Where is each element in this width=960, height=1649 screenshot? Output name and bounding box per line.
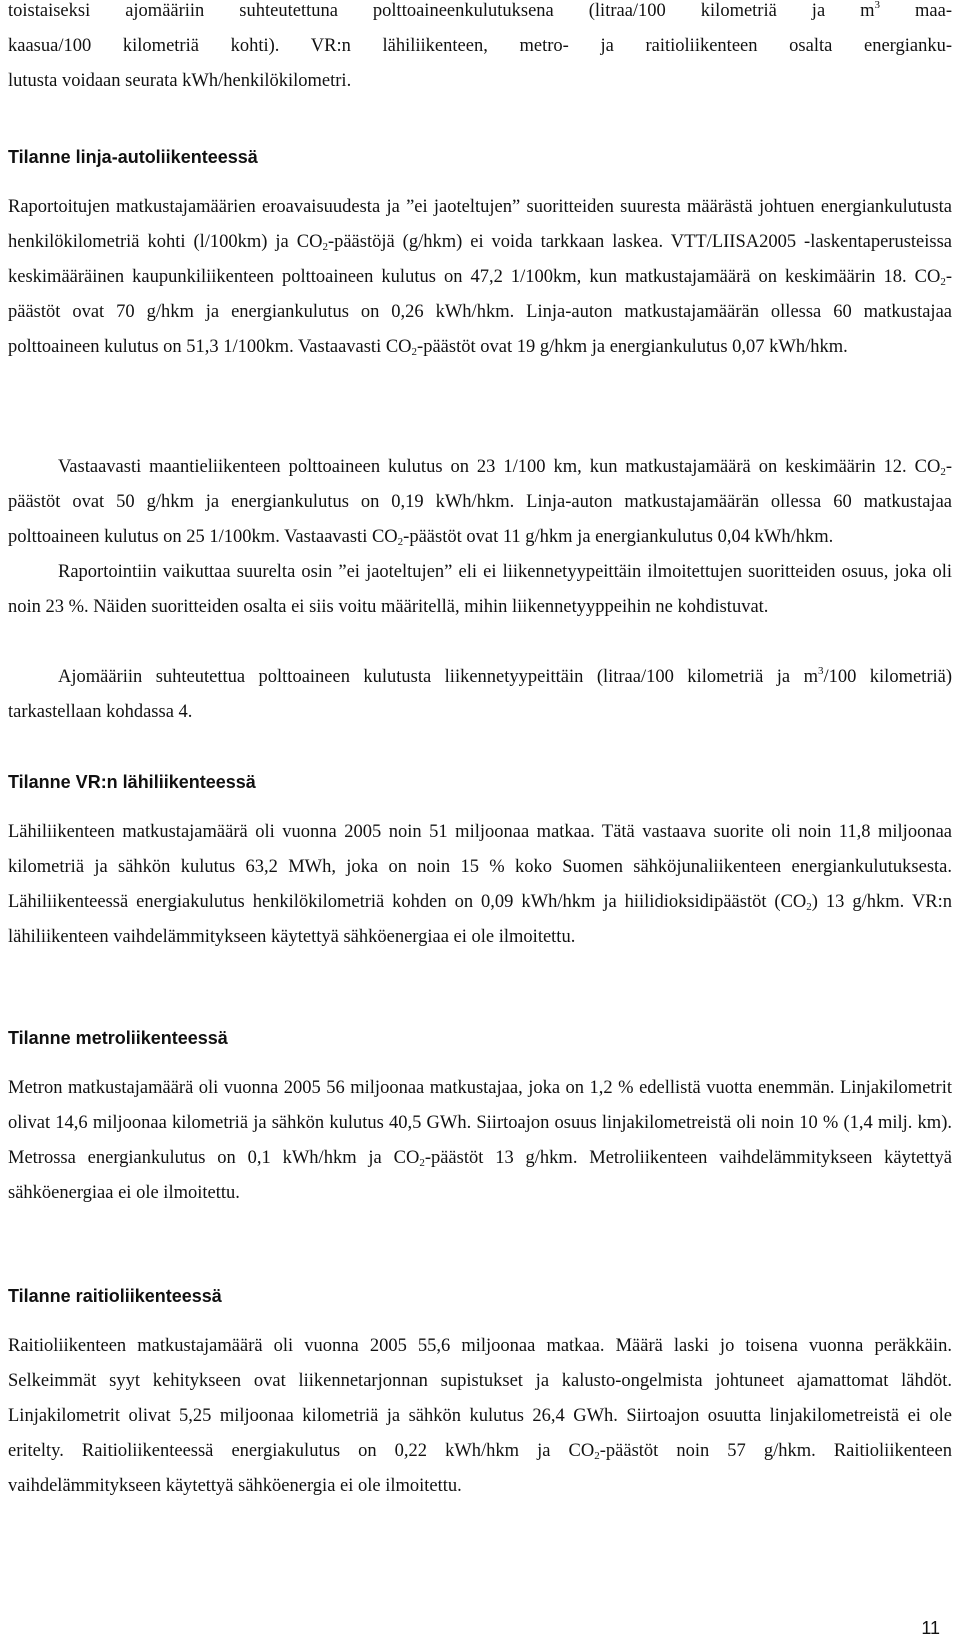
intro-line-1: toistaiseksi ajomääriin suhteutettuna polttoaineenkulutuksena (litraa/100 kilometriä ja $m^3$ maa- [8, 0, 952, 21]
page-number: 11 [921, 1618, 940, 1638]
metro-paragraph: Metron matkustajamäärä oli vuonna 2005 56 miljoonaa matkustajaa, joka on 1,2 % edellistä vuotta enemmän. Linjakilometrit olivat 14,6 miljoonaa kilometriä ja sähkön kulutus 40,5 GWh. Siirtoajon osuus linjakilometreistä oli noin 10 % (1,4 milj. km). Metrossa energiankulutus on 0,1 kWh/hkm ja $CO_2$-päästöt 13 g/hkm. Metroliikenteen vaihdelämmitykseen käytettyä sähköenergiaa ei ole ilmoitettu. [8, 1078, 952, 1203]
intro-line-3: lutusta voidaan seurata kWh/henkilökilometri. [8, 71, 352, 91]
bus-paragraph-3: Raportointiin vaikuttaa suurelta osin ”ei jaoteltujen” eli ei liikennetyypeittäin ilmoitettujen suoritteiden osuus, joka oli noin 23 %. Näiden suoritteiden osalta ei siis voitu määritellä, mihin liikennetyyppeihin ne kohdistuvat. [8, 562, 952, 617]
tram-paragraph: Raitioliikenteen matkustajamäärä oli vuonna 2005 55,6 miljoonaa matkaa. Määrä laski jo toisena vuonna peräkkäin. Selkeimmät syyt kehitykseen ovat liikennetarjonnan supistukset ja kalusto-ongelmista johtuneet ajamattomat lähdöt. Linjakilometrit olivat 5,25 miljoonaa kilometriä ja sähkön kulutus 26,4 GWh. Siirtoajon osuutta linjakilometreistä ei ole eritelty. Raitioliikenteessä energiakulutus on 0,22 kWh/hkm ja $CO_2$-päästöt noin 57 g/hkm. Raitioliikenteen vaihdelämmitykseen käytettyä sähköenergia ei ole ilmoitettu. [8, 1336, 952, 1496]
intro-line-2: kaasua/100 kilometriä kohti). VR:n lähiliikenteen, metro- ja raitioliikenteen osalta energianku- [8, 36, 952, 56]
bus-paragraph-2: Vastaavasti maantieliikenteen polttoaineen kulutus on 23 1/100 km, kun matkustajamäärä on keskimäärin 12. $CO_2$-päästöt ovat 50 g/hkm ja energiankulutus on 0,19 kWh/hkm. Linja-auton matkustajamäärän ollessa 60 matkustajaa polttoaineen kulutus on 25 1/100km. Vastaavasti $CO_2$-päästöt ovat 11 g/hkm ja energiankulutus 0,04 kWh/hkm. [8, 457, 952, 548]
section-heading-bus: Tilanne linja-autoliikenteessä [8, 147, 258, 167]
section-heading-vr: Tilanne VR:n lähiliikenteessä [8, 772, 256, 792]
section-heading-metro: Tilanne metroliikenteessä [8, 1028, 228, 1048]
bus-paragraph-4: Ajomääriin suhteutettua polttoaineen kulutusta liikennetyypeittäin (litraa/100 kilometriä ja $m^3/100$ kilometriä) tarkastellaan kohdassa 4. [8, 665, 952, 722]
section-heading-tram: Tilanne raitioliikenteessä [8, 1286, 222, 1306]
bus-paragraph-1: Raportoitujen matkustajamäärien eroavaisuudesta ja ”ei jaoteltujen” suoritteiden suuresta määrästä johtuen energiankulutusta henkilökilometriä kohti (l/100km) ja $CO_2$-päästöjä (g/hkm) ei voida tarkkaan laskea. VTT/LIISA2005 -laskentaperusteissa keskimääräinen kaupunkiliikenteen polttoaineen kulutus on 47,2 1/100km, kun matkustajamäärä on keskimäärin 18. $CO_2$-päästöt ovat 70 g/hkm ja energiankulutus on 0,26 kWh/hkm. Linja-auton matkustajamäärän ollessa 60 matkustajaa polttoaineen kulutus on 51,3 1/100km. Vastaavasti $CO_2$-päästöt ovat 19 g/hkm ja energiankulutus 0,07 kWh/hkm. [8, 197, 952, 358]
vr-paragraph: Lähiliikenteen matkustajamäärä oli vuonna 2005 noin 51 miljoonaa matkaa. Tätä vastaava suorite oli noin 11,8 miljoonaa kilometriä ja sähkön kulutus 63,2 MWh, joka on noin 15 % koko Suomen sähköjunaliikenteen energiankulutuksesta. Lähiliikenteessä energiakulutus henkilökilometriä kohden on 0,09 kWh/hkm ja hiilidioksidipäästöt $(CO_2)$ 13 g/hkm. VR:n lähiliikenteen vaihdelämmitykseen käytettyä sähköenergiaa ei ole ilmoitettu. [8, 822, 952, 947]
